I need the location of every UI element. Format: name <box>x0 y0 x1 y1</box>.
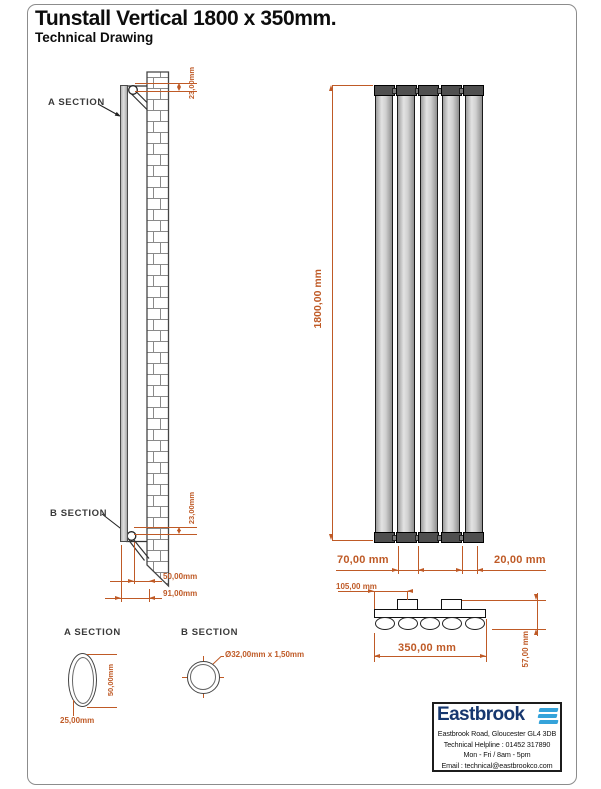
dim-panel-gap: 20,00 mm <box>494 554 546 566</box>
radiator-panel <box>397 85 415 543</box>
side-view-section-b-label: B SECTION <box>50 508 108 519</box>
dim-arrow <box>456 568 462 572</box>
dim-arrow <box>128 579 134 583</box>
ext-line <box>332 540 373 541</box>
dim-wall-to-centre: 50,00mm <box>163 572 198 581</box>
footer-hours: Mon - Fri / 8am - 5pm <box>463 750 531 760</box>
brand-logo-wave-icon <box>537 714 557 718</box>
bottom-wall-bracket <box>126 540 149 561</box>
page-subtitle: Technical Drawing <box>35 30 154 45</box>
dim-line <box>477 570 546 571</box>
footer-email: Email : technical@eastbrookco.com <box>441 761 553 771</box>
dim-arrow <box>149 579 155 583</box>
dim-arrow <box>534 629 538 635</box>
brick-wall <box>147 72 169 586</box>
dim-arrow <box>374 654 380 658</box>
dim-valve-offset: 105,00 mm <box>336 582 377 591</box>
section-a-dim-height: 50,00mm <box>106 664 115 697</box>
brand-logo-wave-icon <box>538 720 558 724</box>
ext-line <box>332 85 373 86</box>
page-title: Tunstall Vertical 1800 x 350mm. <box>35 7 337 30</box>
section-a-dim-width: 25,00mm <box>60 716 95 725</box>
ext-line <box>486 619 487 662</box>
dim-line <box>134 527 197 528</box>
ext-line <box>462 600 546 601</box>
dim-bottom-offset: 23,00mm <box>187 492 196 525</box>
dim-overall-depth: 91,00mm <box>163 589 198 598</box>
radiator-panel <box>420 85 438 543</box>
footer-contact-block <box>434 729 560 772</box>
dim-arrow <box>534 594 538 600</box>
panel-top-cap <box>463 85 484 96</box>
dim-arrow <box>115 596 121 600</box>
dim-line <box>338 591 412 592</box>
brand-logo-text: Eastbrook <box>437 704 525 725</box>
tube-ellipse <box>442 617 462 630</box>
ext-line <box>374 591 375 609</box>
dim-top-offset: 23,00mm <box>187 67 196 100</box>
section-b-tube-inner <box>190 664 216 690</box>
dim-depth: 57,00 mm <box>521 631 530 668</box>
section-a-tube-inner <box>72 657 94 704</box>
radiator-panel <box>442 85 460 543</box>
ext-line <box>374 633 375 662</box>
ext-line <box>73 700 74 716</box>
tube-ellipse <box>375 617 395 630</box>
dim-line <box>87 707 117 708</box>
brand-logo-wave-icon <box>538 708 558 712</box>
dim-arrow <box>480 654 486 658</box>
dim-arrow <box>477 568 483 572</box>
dim-arrow <box>407 589 413 593</box>
dim-arrow <box>177 530 181 534</box>
ext-line <box>134 542 135 584</box>
dim-arrow <box>368 589 374 593</box>
section-b-heading: B SECTION <box>181 627 239 638</box>
tube-ellipse <box>398 617 418 630</box>
dim-arrow <box>149 596 155 600</box>
dim-line <box>134 534 197 535</box>
dim-width: 350,00 mm <box>398 642 457 654</box>
dim-panel-width: 70,00 mm <box>337 554 389 566</box>
bottom-view-valve <box>397 599 418 610</box>
dim-arrow <box>177 87 181 91</box>
top-bracket-pivot <box>129 86 138 95</box>
ext-line <box>121 545 122 602</box>
bottom-view-valve <box>441 599 462 610</box>
section-b-dim-tube: Ø32,00mm x 1,50mm <box>225 650 305 659</box>
dim-arrow <box>329 85 333 91</box>
footer-helpline: Technical Helpline : 01452 317890 <box>443 739 551 749</box>
dim-height: 1800,00 mm <box>312 269 324 329</box>
bottom-bracket-pivot <box>127 532 136 541</box>
dim-arrow <box>418 568 424 572</box>
dim-arrow <box>392 568 398 572</box>
dim-arrow <box>329 534 333 540</box>
side-view-radiator-profile <box>120 85 128 542</box>
dim-line <box>87 654 117 655</box>
tube-ellipse <box>420 617 440 630</box>
section-a-heading: A SECTION <box>64 627 121 638</box>
dim-line <box>332 85 333 541</box>
tube-ellipse <box>465 617 485 630</box>
radiator-panel <box>375 85 393 543</box>
radiator-panel <box>465 85 483 543</box>
panel-bottom-cap <box>463 532 484 543</box>
side-view-section-a-label: A SECTION <box>48 97 105 108</box>
footer-address: Eastbrook Road, Gloucester GL4 3DB <box>437 729 557 738</box>
dim-line <box>374 656 486 657</box>
